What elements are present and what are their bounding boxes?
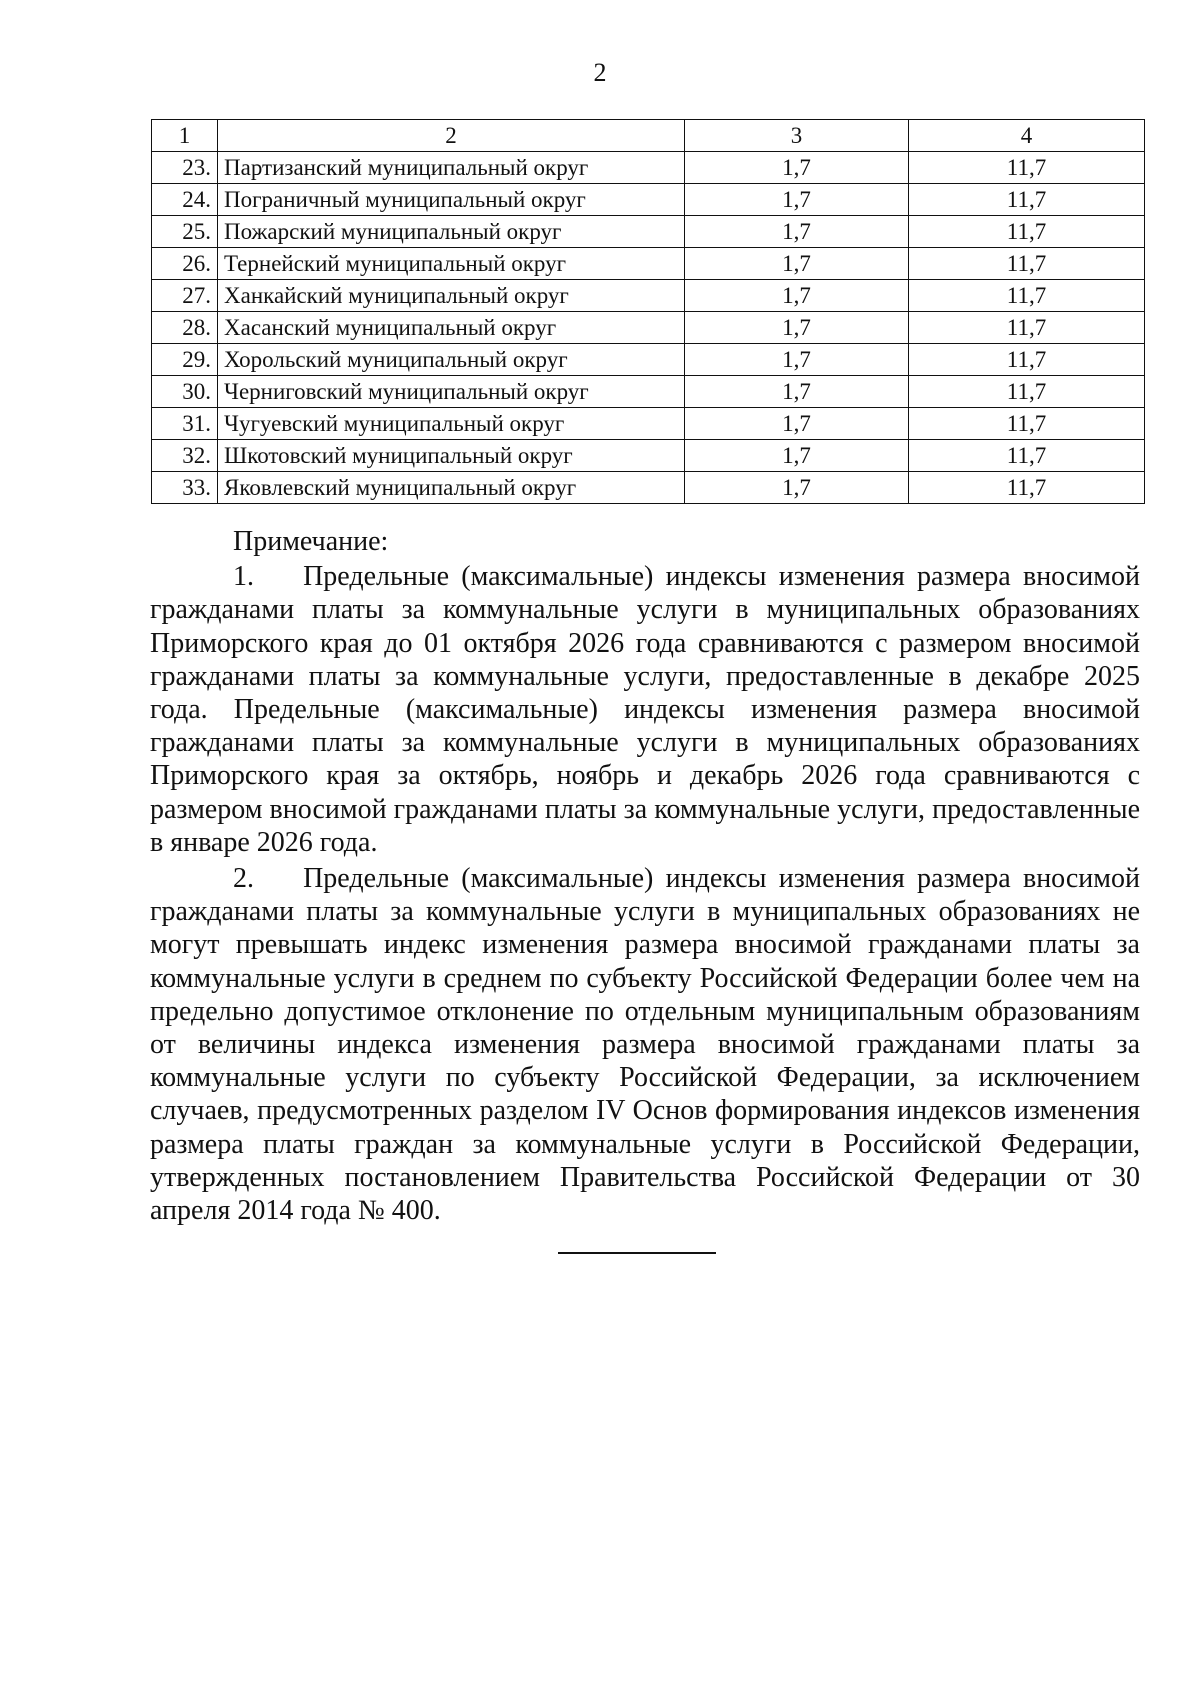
row-col3-cell: 1,7 [685, 216, 909, 248]
table-row [152, 376, 1145, 408]
row-col3-cell: 1,7 [685, 248, 909, 280]
row-name-cell: Пожарский муниципальный округ [218, 216, 685, 248]
row-col4-cell: 11,7 [909, 216, 1145, 248]
row-col3-cell: 1,7 [685, 376, 909, 408]
row-col3-cell: 1,7 [685, 280, 909, 312]
row-col3-cell: 1,7 [685, 312, 909, 344]
row-col4-cell: 11,7 [909, 376, 1145, 408]
row-col3-cell: 1,7 [685, 408, 909, 440]
row-name-cell: Хасанский муниципальный округ [218, 312, 685, 344]
row-name-cell: Черниговский муниципальный округ [218, 376, 685, 408]
row-name-cell: Ханкайский муниципальный округ [218, 280, 685, 312]
table-row [152, 216, 1145, 248]
row-number-cell: 30. [152, 376, 218, 408]
row-col4-cell: 11,7 [909, 280, 1145, 312]
row-number-cell: 25. [152, 216, 218, 248]
row-number-cell: 33. [152, 472, 218, 504]
table-row [152, 152, 1145, 184]
row-number-cell: 27. [152, 280, 218, 312]
row-col4-cell: 11,7 [909, 152, 1145, 184]
row-name-cell: Шкотовский муниципальный округ [218, 440, 685, 472]
row-col4-cell: 11,7 [909, 440, 1145, 472]
row-name-cell: Хорольский муниципальный округ [218, 344, 685, 376]
column-header-number: 1 [152, 120, 218, 152]
row-name-cell: Пограничный муниципальный округ [218, 184, 685, 216]
row-number-cell: 28. [152, 312, 218, 344]
table-body [152, 152, 1145, 504]
row-name-cell: Тернейский муниципальный округ [218, 248, 685, 280]
row-col3-cell: 1,7 [685, 472, 909, 504]
row-col3-cell: 1,7 [685, 184, 909, 216]
table-row [152, 312, 1145, 344]
note-item-1: 1. Предельные (максимальные) индексы изменения размера вносимой гражданами платы за коммунальные услуги в муниципальных образованиях Приморского края до 01 октября 2026 года сравниваются с размером вносимой гражданами платы за коммунальные услуги, предоставленные в декабре 2025 года. Предельные (максимальные) индексы изменения размера вносимой гражданами платы за коммунальные услуги в муниципальных образованиях Приморского края за октябрь, ноябрь и декабрь 2026 года сравниваются с размером вносимой гражданами платы за коммунальные услуги, предоставленные в январе 2026 года. [150, 561, 1140, 858]
row-number-cell: 32. [152, 440, 218, 472]
row-col3-cell: 1,7 [685, 344, 909, 376]
row-col3-cell: 1,7 [685, 152, 909, 184]
closing-rule [558, 1252, 716, 1254]
municipal-index-table [151, 119, 1145, 504]
note-item-2: 2. Предельные (максимальные) индексы изменения размера вносимой гражданами платы за коммунальные услуги в муниципальных образованиях не могут превышать индекс изменения размера вносимой гражданами платы за коммунальные услуги в среднем по субъекту Российской Федерации более чем на предельно допустимое отклонение по отдельным муниципальным образованиям от величины индекса изменения размера вносимой гражданами платы за коммунальные услуги по субъекту Российской Федерации, за исключением случаев, предусмотренных разделом IV Основ формирования индексов изменения размера платы граждан за коммунальные услуги в Российской Федерации, утвержденных постановлением Правительства Российской Федерации от 30 апреля 2014 года № 400. [150, 863, 1140, 1227]
column-header-name: 2 [218, 120, 685, 152]
note-title: Примечание: [233, 526, 389, 557]
row-number-cell: 29. [152, 344, 218, 376]
row-col4-cell: 11,7 [909, 184, 1145, 216]
page-number: 2 [593, 58, 607, 87]
table-row [152, 248, 1145, 280]
table-row [152, 184, 1145, 216]
row-col4-cell: 11,7 [909, 472, 1145, 504]
row-col4-cell: 11,7 [909, 344, 1145, 376]
row-col4-cell: 11,7 [909, 408, 1145, 440]
table-row [152, 440, 1145, 472]
row-number-cell: 26. [152, 248, 218, 280]
table-row [152, 472, 1145, 504]
row-number-cell: 24. [152, 184, 218, 216]
row-col4-cell: 11,7 [909, 248, 1145, 280]
row-number-cell: 31. [152, 408, 218, 440]
table-header-row [152, 120, 1145, 152]
note-section [150, 525, 1140, 1230]
row-name-cell: Партизанский муниципальный округ [218, 152, 685, 184]
row-col4-cell: 11,7 [909, 312, 1145, 344]
table-row [152, 408, 1145, 440]
row-name-cell: Яковлевский муниципальный округ [218, 472, 685, 504]
row-name-cell: Чугуевский муниципальный округ [218, 408, 685, 440]
table-row [152, 344, 1145, 376]
table-row [152, 280, 1145, 312]
column-header-3: 3 [685, 120, 909, 152]
row-number-cell: 23. [152, 152, 218, 184]
column-header-4: 4 [909, 120, 1145, 152]
row-col3-cell: 1,7 [685, 440, 909, 472]
